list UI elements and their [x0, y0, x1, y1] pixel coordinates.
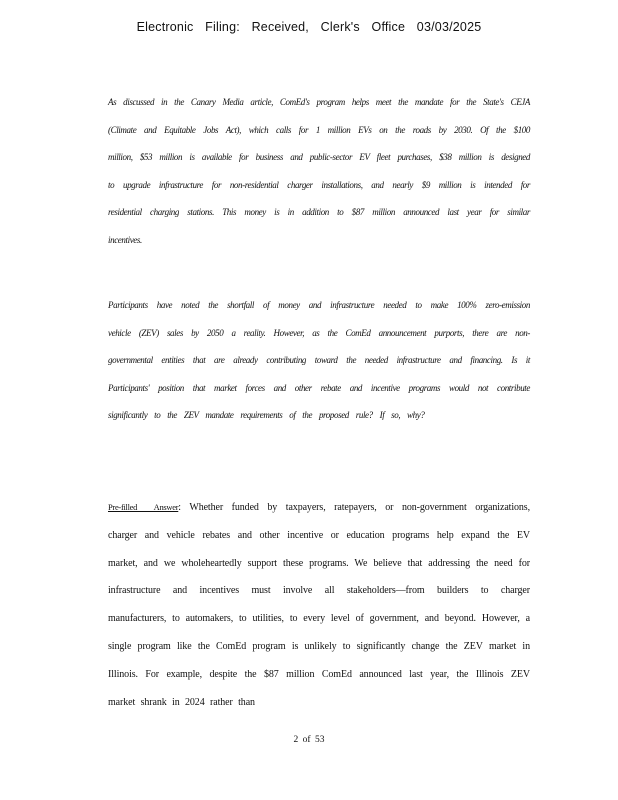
page-number: 2 of 53	[293, 735, 325, 745]
filing-stamp-header: Electronic Filing: Received, Clerk's Office 03/03/2025	[136, 20, 482, 34]
answer-text: : Whether funded by taxpayers, ratepayers, or non-government organizations, charger and vehicle rebates and other incentive or education programs help expand the EV market, and we wholeheartedly support these programs. We believe that addressing the need for infrastructure and incentives must involve all stakeholders—from builders to charger manufacturers, to automakers, to utilities, to every level of government, and beyond. However, a single program like the ComEd program is unlikely to significantly change the ZEV market in Illinois. For example, despite the $87 million ComEd announced last year, the Illinois ZEV market shrank in 2024 rather than	[108, 502, 531, 708]
question-paragraph-1: As discussed in the Canary Media article, ComEd's program helps meet the mandate for the State's CEJA (Climate and Equitable Jobs Act), which calls for 1 million EVs on the roads by 2030. Of the $100 million, $53 million is available for business and public-sector EV fleet purchases, $38 million is designed to upgrade infrastructure for non-residential charger installations, and nearly $9 million is intended for residential charging stations. This money is in addition to $87 million announced last year for similar incentives.	[108, 97, 530, 245]
answer-label: Pre-filled Answer	[108, 502, 179, 512]
answer-paragraph	[108, 494, 530, 716]
question-paragraph-2: Participants have noted the shortfall of money and infrastructure needed to make 100% zero-emission vehicle (ZEV) sales by 2050 a reality. However, as the ComEd announcement purports, there are non-governmental entities that are already contributing toward the needed infrastructure and financing. Is it Participants' position that market forces and other rebate and incentive programs would not contribute significantly to the ZEV mandate requirements of the proposed rule? If so, why?	[108, 300, 530, 420]
